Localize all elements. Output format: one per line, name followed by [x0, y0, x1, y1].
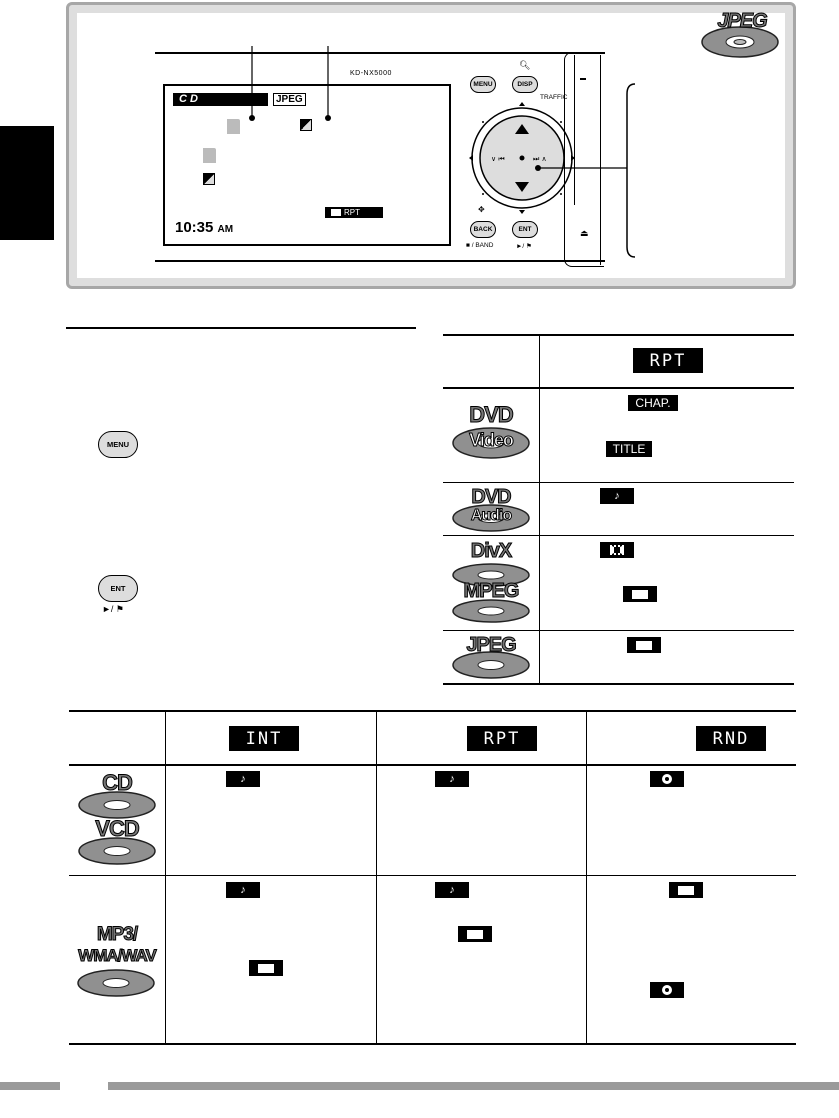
svg-text:∨ ⏮: ∨ ⏮: [491, 155, 505, 163]
table2-header-rule: [69, 764, 796, 766]
folder-chip: [623, 586, 657, 602]
track-chip: [226, 771, 260, 787]
back-button-sub-label: ■ / BAND: [466, 242, 494, 249]
minus-icon: [580, 78, 586, 80]
ent-button-sub-label: ►/ ⚑: [102, 604, 124, 614]
menu-button[interactable]: [98, 431, 138, 458]
table2-header-int: INT: [229, 726, 299, 751]
folder-icon: [636, 641, 652, 650]
folder-icon: [258, 964, 274, 973]
cd-vcd-disc: [73, 772, 161, 870]
track-chip: [226, 882, 260, 898]
table1-rule: [443, 535, 794, 536]
screen-clock: [175, 219, 233, 236]
jpeg-badge-label: JPEG: [717, 10, 767, 32]
ent-button-label: ENT: [518, 226, 532, 233]
title-chip: TITLE: [606, 441, 652, 457]
table1-top-rule: [443, 334, 794, 336]
disc-chip: [650, 982, 684, 998]
screen-repeat-indicator: [325, 207, 383, 218]
folder-icon: [331, 209, 341, 216]
table2-header-rpt: RPT: [467, 726, 537, 751]
mp3-wma-wav-disc: [69, 924, 165, 1000]
disc-label-bottom: Audio: [470, 507, 512, 524]
svg-text:⏭ ∧: ⏭ ∧: [533, 155, 547, 163]
folder-chip: [249, 960, 283, 976]
section-side-tab: [0, 126, 54, 240]
disc-label-bottom: Video: [469, 430, 513, 450]
table2-column-rule: [165, 710, 166, 1045]
table1-bottom-rule: [443, 683, 794, 685]
disc-chip: [650, 771, 684, 787]
table2-bottom-rule: [69, 1043, 796, 1045]
chapter-chip: CHAP.: [628, 395, 678, 411]
traffic-label: TRAFFIC: [540, 94, 568, 101]
screen-clock-ampm: AM: [217, 224, 234, 235]
section-rule: [66, 327, 416, 329]
back-button-label: BACK: [473, 226, 493, 233]
divx-mpeg-disc: [447, 540, 535, 626]
screen-repeat-label: RPT: [344, 208, 360, 217]
disc-icon: [662, 985, 672, 995]
folder-icon: [203, 148, 216, 163]
table2-rule: [69, 875, 796, 876]
footer-bar-left: [0, 1082, 60, 1090]
picture-icon: [203, 173, 215, 185]
music-note-icon: ♪: [449, 773, 455, 785]
film-icon: [610, 545, 624, 555]
table2-column-rule: [376, 710, 377, 1045]
dvd-audio-disc: [447, 486, 535, 533]
track-chip: [600, 488, 634, 504]
callout-lines: [240, 46, 340, 126]
folder-chip: [669, 882, 703, 898]
disc-label-bottom: VCD: [95, 816, 139, 841]
music-note-icon: ♪: [449, 884, 455, 896]
folder-icon: [632, 590, 648, 599]
back-button[interactable]: [470, 221, 496, 238]
music-note-icon: ♪: [240, 773, 246, 785]
folder-icon: [227, 119, 240, 134]
disc-label-line1: MP3/: [96, 924, 138, 945]
disc-icon: [662, 774, 672, 784]
disc-label-top: DVD: [469, 402, 513, 427]
disc-label-top: DVD: [471, 486, 511, 508]
search-icon: 🔍︎: [519, 60, 531, 70]
table2: [69, 710, 796, 1045]
folder-chip: [627, 637, 661, 653]
disc-label-bottom: MPEG: [463, 580, 519, 602]
dvd-video-disc: [447, 402, 535, 462]
ent-button-sub-label: ►/ ⚑: [516, 243, 532, 250]
table1-header-rule: [443, 387, 794, 389]
table2-column-rule: [586, 710, 587, 1045]
table1-rule: [443, 482, 794, 483]
disp-button-label: DISP: [517, 81, 533, 88]
screen-clock-time: 10:35: [175, 219, 214, 236]
music-note-icon: ♪: [240, 884, 246, 896]
track-chip: [435, 771, 469, 787]
ent-button[interactable]: [98, 575, 138, 602]
folder-chip: [458, 926, 492, 942]
track-chip: [435, 882, 469, 898]
table1-column-rule: [539, 334, 540, 685]
folder-icon: [467, 930, 483, 939]
ent-button-label: ENT: [110, 584, 126, 593]
device-model-label: KD-NX5000: [350, 70, 392, 77]
table1: [443, 334, 794, 685]
screen-source-label: C D: [179, 93, 198, 105]
bracket-callout: [530, 82, 640, 262]
jpeg-disc: [447, 636, 535, 680]
disc-label-top: JPEG: [466, 634, 516, 656]
disc-label-line2: WMA/WAV: [78, 946, 156, 965]
menu-button-label: MENU: [473, 81, 493, 88]
table2-header-rnd: RND: [696, 726, 766, 751]
footer-bar-right: [108, 1082, 839, 1090]
disc-label-top: CD: [102, 770, 132, 795]
eject-icon: ⏏: [580, 228, 589, 238]
screen-format-label: JPEG: [273, 93, 306, 106]
table2-top-rule: [69, 710, 796, 712]
menu-button-label: MENU: [106, 440, 130, 449]
folder-icon: [678, 886, 694, 895]
table1-rule: [443, 630, 794, 631]
move-icon: ✥: [478, 205, 485, 214]
table1-header-rpt: RPT: [633, 348, 703, 373]
disc-label-top: DivX: [470, 540, 512, 562]
menu-button[interactable]: [470, 76, 496, 93]
video-chip: [600, 542, 634, 558]
music-note-icon: ♪: [614, 490, 620, 502]
